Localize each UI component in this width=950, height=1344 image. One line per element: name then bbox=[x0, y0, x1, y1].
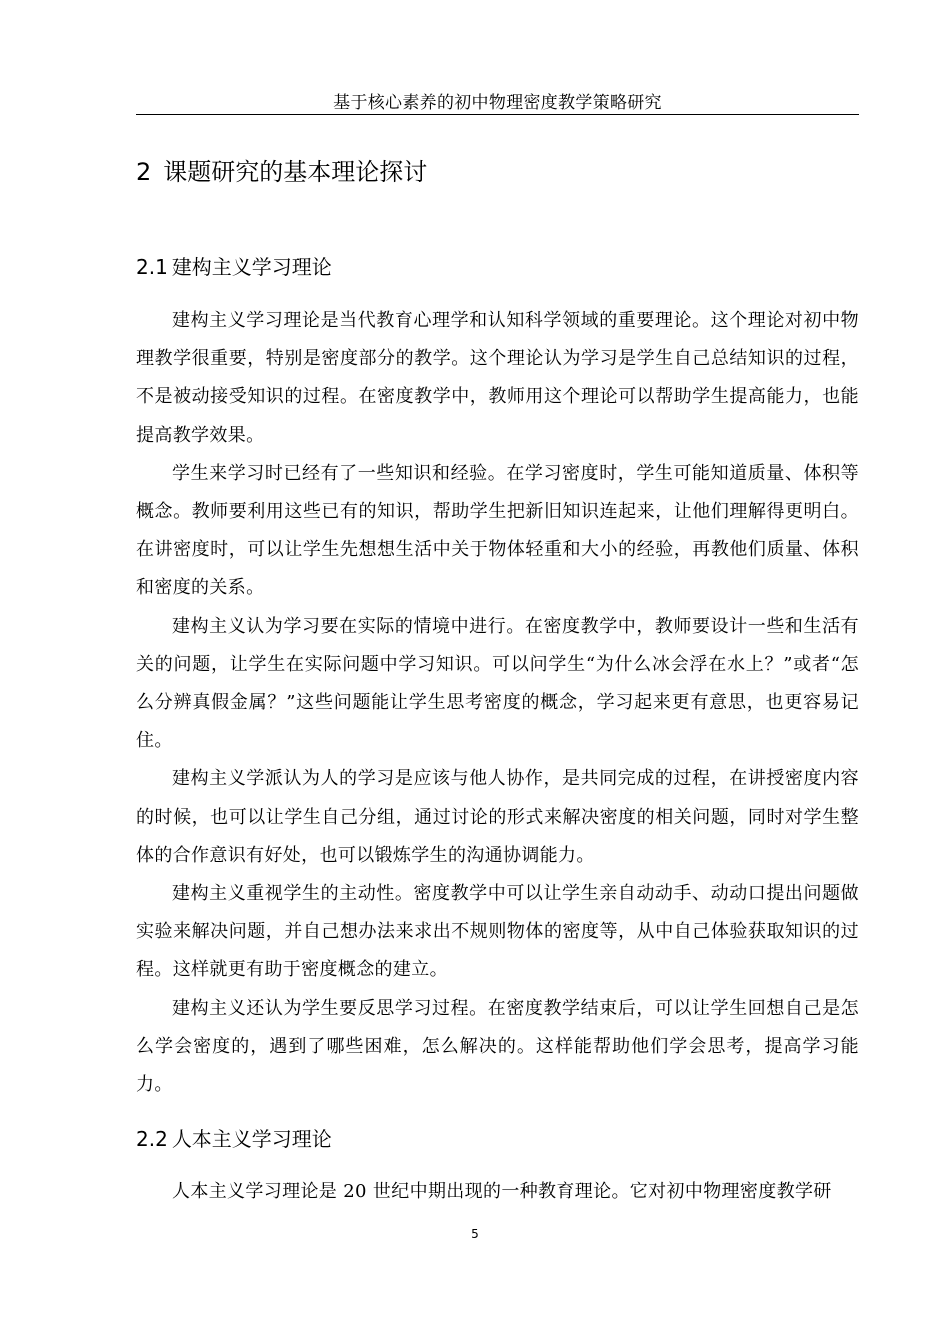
paragraph: 建构主义学习理论是当代教育心理学和认知科学领域的重要理论。这个理论对初中物理教学很重要，特别是密度部分的教学。这个理论认为学习是学生自己总结知识的过程，不是被动接受知识的过程。在密度教学中，教师用这个理论可以帮助学生提高能力，也能提高教学效果。 bbox=[136, 310, 859, 446]
page-number: 5 bbox=[471, 1227, 479, 1241]
header-rule bbox=[136, 114, 859, 115]
section-title-2-1 bbox=[136, 252, 332, 282]
paragraph: 建构主义重视学生的主动性。密度教学中可以让学生亲自动动手、动动口提出问题做实验来解决问题，并自己想办法来求出不规则物体的密度等，从中自己体验获取知识的过程。这样就更有助于密度概念的建立。 bbox=[136, 883, 859, 981]
chapter-title-text: 课题研究的基本理论探讨 bbox=[163, 158, 428, 186]
section-title-text: 人本主义学习理论 bbox=[171, 1127, 332, 1151]
section-number: 2.1 bbox=[136, 255, 168, 279]
section-2-2-body bbox=[136, 1173, 859, 1211]
paragraph: 学生来学习时已经有了一些知识和经验。在学习密度时，学生可能知道质量、体积等概念。教师要利用这些已有的知识，帮助学生把新旧知识连起来，让他们理解得更明白。在讲密度时，可以让学生先想想生活中关于物体轻重和大小的经验，再教他们质量、体积和密度的关系。 bbox=[136, 462, 859, 599]
paragraph: 人本主义学习理论是 20 世纪中期出现的一种教育理论。它对初中物理密度教学研 bbox=[172, 1181, 832, 1202]
paragraph: 建构主义学派认为人的学习是应该与他人协作，是共同完成的过程，在讲授密度内容的时候，也可以让学生自己分组，通过讨论的形式来解决密度的相关问题，同时对学生整体的合作意识有好处，也可以锻炼学生的沟通协调能力。 bbox=[136, 768, 859, 866]
section-title-text: 建构主义学习理论 bbox=[171, 255, 332, 279]
chapter-number: 2 bbox=[136, 158, 152, 186]
paragraph: 建构主义还认为学生要反思学习过程。在密度教学结束后，可以让学生回想自己是怎么学会密度的，遇到了哪些困难，怎么解决的。这样能帮助他们学会思考，提高学习能力。 bbox=[136, 997, 859, 1096]
running-header: 基于核心素养的初中物理密度教学策略研究 bbox=[333, 93, 662, 113]
chapter-title bbox=[136, 155, 427, 189]
section-number: 2.2 bbox=[136, 1127, 168, 1151]
section-2-1-body bbox=[136, 302, 859, 1104]
paragraph: 建构主义认为学习要在实际的情境中进行。在密度教学中，教师要设计一些和生活有关的问题，让学生在实际问题中学习知识。可以问学生“为什么冰会浮在水上？”或者“怎么分辨真假金属？”这些问题能让学生思考密度的概念，学习起来更有意思，也更容易记住。 bbox=[136, 615, 859, 752]
section-title-2-2 bbox=[136, 1124, 332, 1154]
